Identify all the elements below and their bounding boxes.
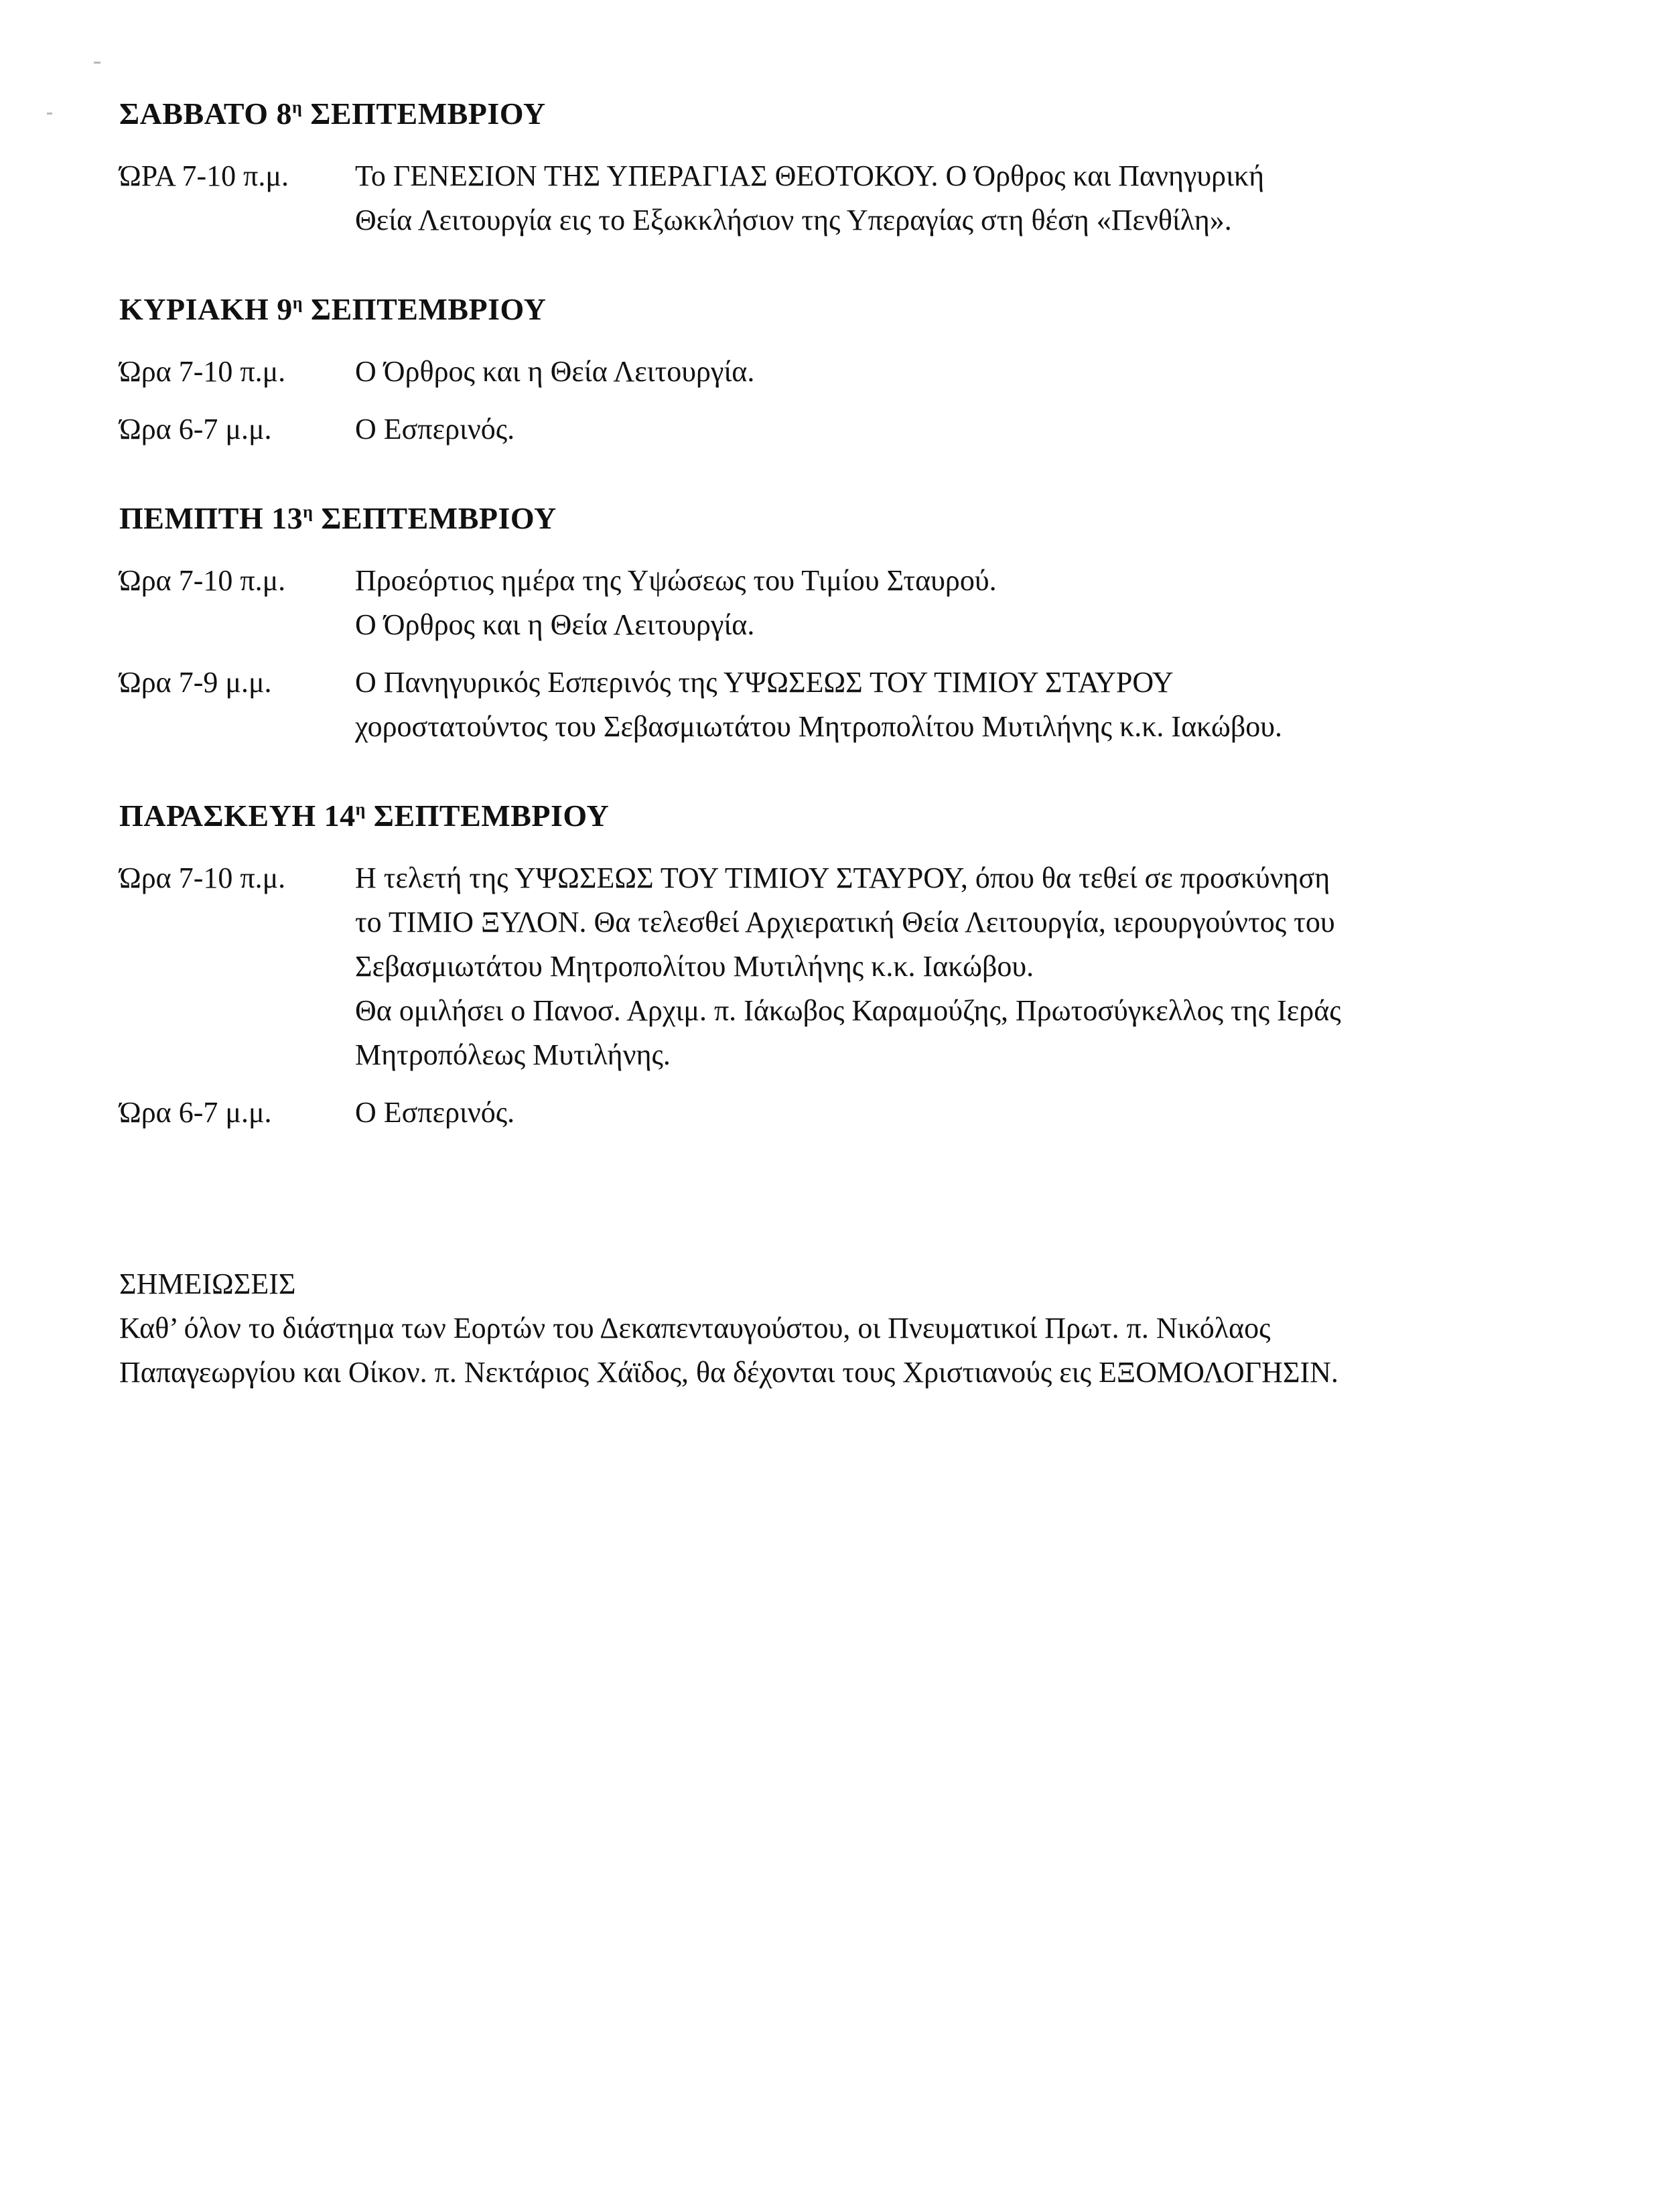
entry-time: Ώρα 7-9 μ.μ. (119, 666, 272, 699)
day-title-main: ΣΑΒΒΑΤΟ 8 (119, 96, 293, 131)
schedule-entry (119, 1091, 1560, 1135)
day-section (119, 94, 1560, 243)
entry-time: ΏΡΑ 7-10 π.μ. (119, 159, 289, 192)
description-line: Θεία Λειτουργία εις το Εξωκκλήσιον της Υπεραγίας στη θέση «Πενθίλη». (355, 204, 1232, 236)
entry-description (355, 407, 1560, 452)
day-title-month: ΣΕΠΤΕΜΒΡΙΟΥ (302, 96, 546, 131)
schedule-entry (119, 350, 1560, 394)
notes-title: ΣΗΜΕΙΩΣΕΙΣ (119, 1267, 296, 1300)
description-line: Το ΓΕΝΕΣΙΟΝ ΤΗΣ ΥΠΕΡΑΓΙΑΣ ΘΕΟΤΟΚΟΥ. Ο Όρθρος και Πανηγυρική (355, 159, 1265, 192)
description-line: Προεόρτιος ημέρα της Υψώσεως του Τιμίου Σταυρού. (355, 564, 997, 597)
day-title (119, 94, 1560, 134)
schedule-entry (119, 154, 1560, 243)
entry-time: Ώρα 7-10 π.μ. (119, 564, 286, 597)
description-line: Ο Πανηγυρικός Εσπερινός της ΥΨΩΣΕΩΣ ΤΟΥ ΤΙΜΙΟΥ ΣΤΑΥΡΟΥ (355, 666, 1174, 699)
day-title-ordinal: η (292, 293, 303, 313)
description-line: Θα ομιλήσει ο Πανοσ. Αρχιμ. π. Ιάκωβος Καραμούζης, Πρωτοσύγκελλος της Ιεράς (355, 994, 1341, 1027)
entry-description (355, 661, 1560, 749)
description-line: Μητροπόλεως Μυτιλήνης. (355, 1038, 671, 1071)
day-title (119, 289, 1560, 330)
day-title-main: ΚΥΡΙΑΚΗ 9 (119, 292, 293, 326)
description-line: το ΤΙΜΙΟ ΞΥΛΟΝ. Θα τελεσθεί Αρχιερατική Θεία Λειτουργία, ιερουργούντος του (355, 906, 1335, 939)
entry-time: Ώρα 6-7 μ.μ. (119, 1096, 272, 1129)
day-title-month: ΣΕΠΤΕΜΒΡΙΟΥ (365, 799, 610, 833)
schedule-entry (119, 661, 1560, 749)
notes-body (119, 1306, 1560, 1395)
description-line: Ο Εσπερινός. (355, 1096, 515, 1129)
day-section (119, 289, 1560, 452)
scan-speck (94, 62, 100, 64)
day-title-month: ΣΕΠΤΕΜΒΡΙΟΥ (313, 501, 557, 535)
entry-time: Ώρα 7-10 π.μ. (119, 861, 286, 894)
day-title-ordinal: η (292, 97, 303, 117)
schedule-entry (119, 856, 1560, 1077)
description-line: Σεβασμιωτάτου Μητροπολίτου Μυτιλήνης κ.κ. Ιακώβου. (355, 950, 1034, 983)
day-section (119, 498, 1560, 749)
day-title-main: ΠΕΜΠΤΗ 13 (119, 501, 303, 535)
notes-line: Παπαγεωργίου και Οίκον. π. Νεκτάριος Χάϊδος, θα δέχονται τους Χριστιανούς εις ΕΞΟΜΟΛΟΓΗΣΙΝ. (119, 1356, 1338, 1389)
scan-speck (47, 113, 52, 115)
entry-description (355, 1091, 1560, 1135)
day-section (119, 796, 1560, 1135)
schedule-entry (119, 559, 1560, 647)
entry-description (355, 559, 1560, 647)
document-page (119, 94, 1560, 1395)
notes-section (119, 1262, 1560, 1395)
notes-line: Καθ’ όλον το διάστημα των Εορτών του Δεκαπενταυγούστου, οι Πνευματικοί Πρωτ. π. Νικόλαος (119, 1312, 1271, 1344)
day-title (119, 498, 1560, 539)
description-line: Ο Εσπερινός. (355, 413, 515, 445)
schedule (119, 94, 1560, 1135)
entry-description (355, 350, 1560, 394)
day-title-ordinal: η (355, 799, 366, 819)
entry-time: Ώρα 7-10 π.μ. (119, 355, 286, 388)
schedule-entry (119, 407, 1560, 452)
description-line: χοροστατούντος του Σεβασμιωτάτου Μητροπολίτου Μυτιλήνης κ.κ. Ιακώβου. (355, 710, 1283, 743)
day-title-ordinal: η (303, 502, 314, 522)
description-line: Η τελετή της ΥΨΩΣΕΩΣ ΤΟΥ ΤΙΜΙΟΥ ΣΤΑΥΡΟΥ, όπου θα τεθεί σε προσκύνηση (355, 861, 1330, 894)
description-line: Ο Όρθρος και η Θεία Λειτουργία. (355, 355, 755, 388)
day-title (119, 796, 1560, 836)
day-title-main: ΠΑΡΑΣΚΕΥΗ 14 (119, 799, 356, 833)
entry-time: Ώρα 6-7 μ.μ. (119, 413, 272, 445)
entry-description (355, 856, 1560, 1077)
day-title-month: ΣΕΠΤΕΜΒΡΙΟΥ (303, 292, 547, 326)
description-line: Ο Όρθρος και η Θεία Λειτουργία. (355, 608, 755, 641)
entry-description (355, 154, 1560, 243)
